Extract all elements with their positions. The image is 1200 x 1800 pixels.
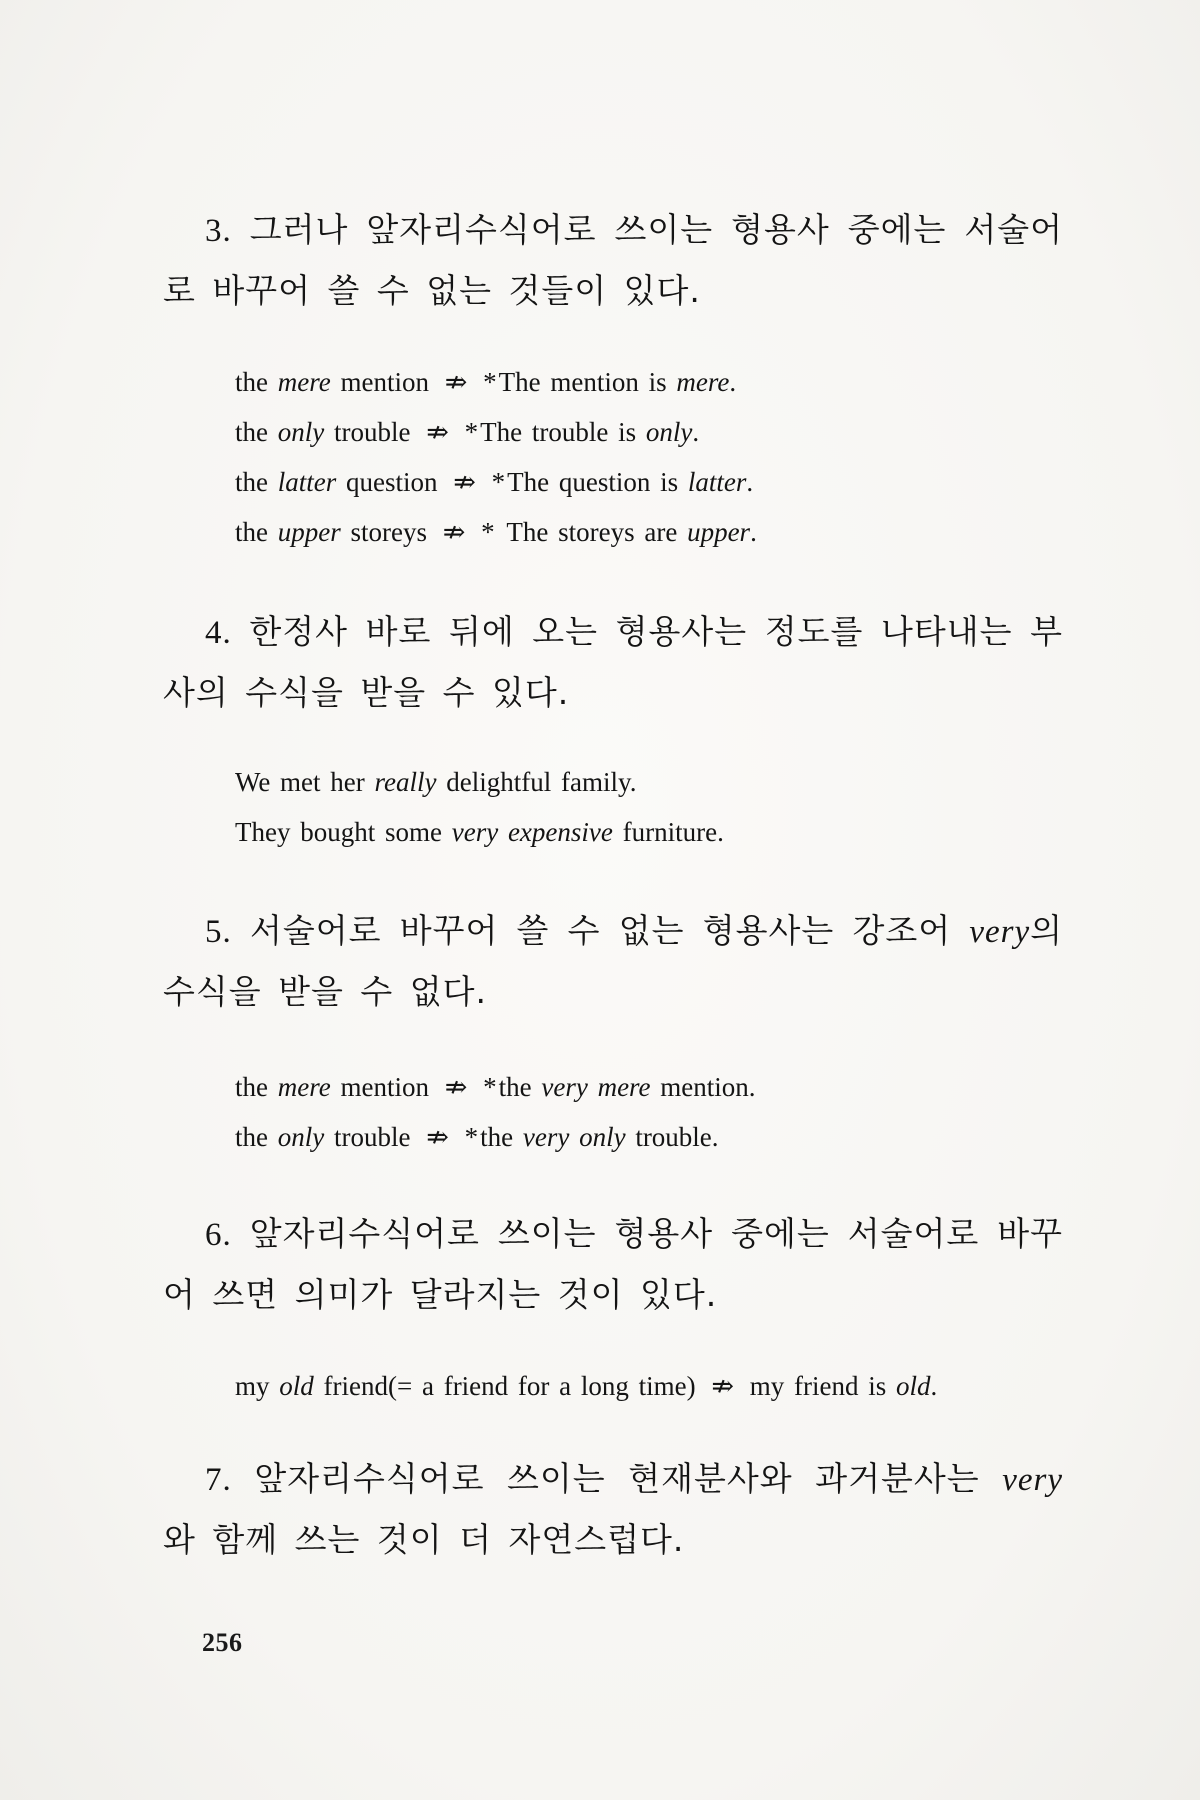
example-adjective: only bbox=[277, 417, 325, 447]
not-implies-arrow: ⇏ bbox=[453, 467, 476, 497]
example-list bbox=[163, 757, 1063, 857]
example-line bbox=[235, 507, 1063, 557]
example-adjective: very only bbox=[522, 1122, 626, 1152]
example-text: furniture. bbox=[612, 817, 724, 847]
rule-section-6 bbox=[163, 1204, 1063, 1411]
rule-emphasis: very bbox=[1002, 1462, 1063, 1498]
example-text: The storeys are bbox=[506, 517, 688, 547]
rule-body: 서술어로 바꾸어 쓸 수 없는 형용사는 강조어 bbox=[249, 911, 970, 950]
example-text: my friend is bbox=[749, 1371, 896, 1401]
example-text: the bbox=[480, 1122, 523, 1152]
rule-body: 와 함께 쓰는 것이 더 자연스럽다. bbox=[163, 1520, 685, 1559]
ungrammatical-mark: * bbox=[483, 367, 497, 397]
rule-emphasis: very bbox=[969, 914, 1031, 950]
not-implies-arrow: ⇏ bbox=[711, 1371, 734, 1401]
ungrammatical-mark: * bbox=[491, 467, 506, 497]
example-text: They bought some bbox=[235, 817, 452, 847]
example-text: the bbox=[235, 1122, 278, 1152]
example-text: mention bbox=[330, 1072, 429, 1102]
example-text: The trouble is bbox=[480, 417, 646, 447]
example-line bbox=[235, 1361, 1063, 1411]
example-list bbox=[163, 357, 1063, 557]
example-text: trouble bbox=[324, 417, 411, 447]
example-text: the bbox=[235, 467, 278, 497]
example-text: The mention is bbox=[498, 367, 677, 397]
example-text: trouble. bbox=[625, 1122, 719, 1152]
rule-number: 3. bbox=[205, 213, 232, 249]
example-text: . bbox=[930, 1371, 938, 1401]
example-text: We met her bbox=[235, 767, 375, 797]
example-text: delightful family. bbox=[436, 767, 637, 797]
not-implies-arrow: ⇏ bbox=[444, 367, 468, 397]
ungrammatical-mark: * bbox=[464, 1122, 479, 1152]
example-text: the bbox=[498, 1072, 542, 1102]
example-text: the bbox=[235, 417, 278, 447]
rule-section-7 bbox=[163, 1449, 1063, 1570]
example-adjective: mere bbox=[676, 367, 730, 397]
rule-body: 의 수식을 받을 수 없다. bbox=[163, 911, 1063, 1011]
rule-7-text bbox=[163, 1449, 1063, 1570]
example-text: trouble bbox=[324, 1122, 411, 1152]
rule-3-text bbox=[163, 200, 1063, 321]
example-line bbox=[235, 1112, 1063, 1162]
rule-number: 5. bbox=[205, 914, 232, 950]
page-number: 256 bbox=[202, 1628, 243, 1657]
example-list bbox=[163, 1361, 1063, 1411]
not-implies-arrow: ⇏ bbox=[444, 1072, 468, 1102]
page-content bbox=[163, 200, 1063, 1570]
example-text: the bbox=[235, 517, 278, 547]
not-implies-arrow: ⇏ bbox=[442, 517, 466, 547]
ungrammatical-mark: * bbox=[483, 1072, 497, 1102]
example-text: mention bbox=[330, 367, 429, 397]
ungrammatical-mark: * bbox=[464, 417, 479, 447]
example-line bbox=[235, 807, 1063, 857]
example-adjective: upper bbox=[687, 517, 751, 547]
rule-number: 4. bbox=[205, 615, 232, 651]
example-text: storeys bbox=[340, 517, 427, 547]
rule-body: 그러나 앞자리수식어로 쓰이는 형용사 중에는 서술어로 바꾸어 쓸 수 없는 것들이 있다. bbox=[163, 210, 1064, 310]
example-adjective: latter bbox=[687, 467, 747, 497]
rule-6-text bbox=[163, 1204, 1063, 1325]
example-text: mention. bbox=[650, 1072, 756, 1102]
example-adverb: very expensive bbox=[451, 817, 613, 847]
example-adjective: old bbox=[895, 1371, 931, 1401]
example-adjective: mere bbox=[277, 367, 331, 397]
example-adjective: only bbox=[277, 1122, 325, 1152]
example-line bbox=[235, 407, 1063, 457]
example-line bbox=[235, 457, 1063, 507]
example-text: the bbox=[235, 1072, 278, 1102]
rule-section-3 bbox=[163, 200, 1063, 557]
example-adjective: mere bbox=[277, 1072, 331, 1102]
ungrammatical-mark: * bbox=[481, 517, 505, 547]
example-list bbox=[163, 1062, 1063, 1162]
example-adjective: upper bbox=[277, 517, 341, 547]
example-text: . bbox=[729, 367, 737, 397]
rule-number: 7. bbox=[205, 1462, 232, 1498]
example-text: The question is bbox=[507, 467, 688, 497]
example-adverb: really bbox=[374, 767, 437, 797]
example-adjective: old bbox=[279, 1371, 314, 1401]
rule-section-4 bbox=[163, 602, 1063, 857]
not-implies-arrow: ⇏ bbox=[426, 1122, 449, 1152]
example-adjective: latter bbox=[277, 467, 337, 497]
not-implies-arrow: ⇏ bbox=[426, 417, 449, 447]
rule-body: 앞자리수식어로 쓰이는 형용사 중에는 서술어로 바꾸어 쓰면 의미가 달라지는 것이 있다. bbox=[163, 1214, 1064, 1314]
example-text: . bbox=[746, 467, 754, 497]
example-text: question bbox=[336, 467, 438, 497]
rule-5-text bbox=[163, 901, 1063, 1022]
rule-body: 앞자리수식어로 쓰이는 현재분사와 과거분사는 bbox=[254, 1459, 1003, 1498]
rule-body: 한정사 바로 뒤에 오는 형용사는 정도를 나타내는 부사의 수식을 받을 수 있다. bbox=[163, 612, 1063, 712]
example-line bbox=[235, 1062, 1063, 1112]
example-text: . bbox=[692, 417, 700, 447]
rule-section-5 bbox=[163, 901, 1063, 1162]
example-text: friend(= a friend for a long time) bbox=[313, 1371, 696, 1401]
rule-4-text bbox=[163, 602, 1063, 723]
example-adjective: only bbox=[645, 417, 693, 447]
example-adjective: very mere bbox=[541, 1072, 651, 1102]
example-text: . bbox=[750, 517, 757, 547]
example-line bbox=[235, 757, 1063, 807]
rule-number: 6. bbox=[205, 1217, 232, 1253]
example-text: my bbox=[235, 1371, 280, 1401]
example-text: the bbox=[235, 367, 278, 397]
example-line bbox=[235, 357, 1063, 407]
